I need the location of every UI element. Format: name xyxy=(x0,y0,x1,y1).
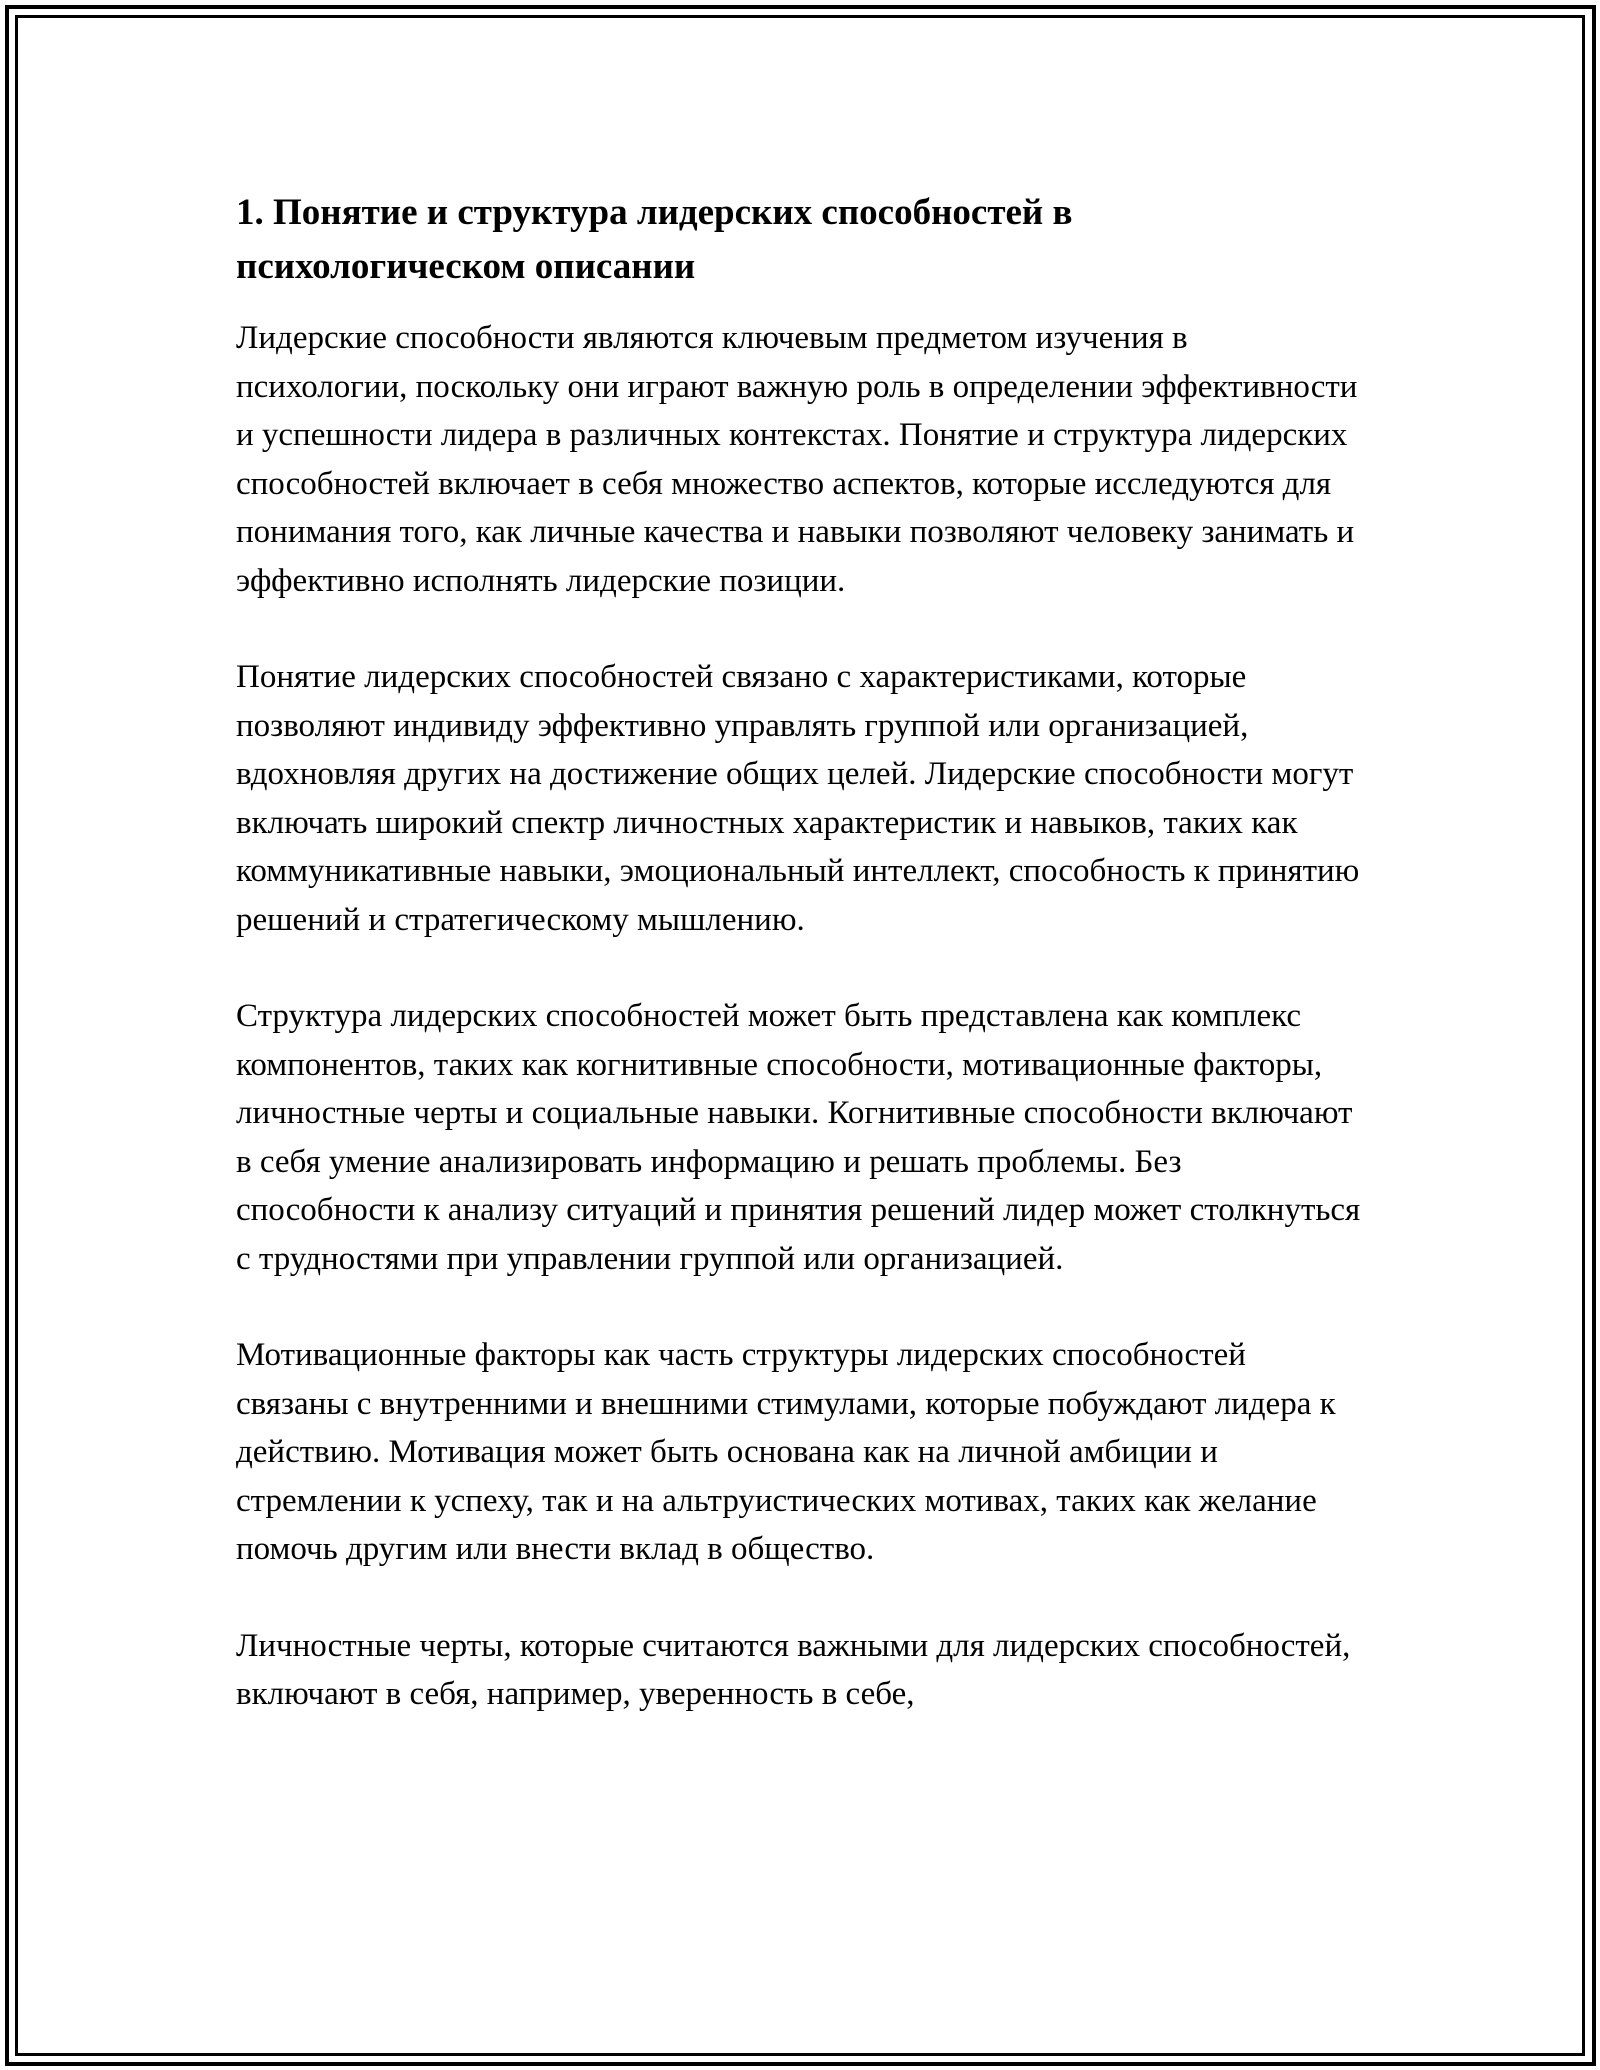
paragraph-motivational-factors: Мотивационные факторы как часть структуры лидерских способностей связаны с внутренними и внешними стимулами, которые побуждают лидера к действию. Мотивация может быть основана как на личной амбиции и стремлении к успеху, так и на альтруистических мотивах, таких как желание помочь другим или внести вклад в общество. xyxy=(236,1337,1336,1567)
document-body xyxy=(236,186,1366,1719)
paragraph-personality-traits: Личностные черты, которые считаются важными для лидерских способностей, включают в себя, например, уверенность в себе, xyxy=(236,1627,1351,1712)
paragraph-leadership-concept: Понятие лидерских способностей связано с характеристиками, которые позволяют индивиду эффективно управлять группой или организацией, вдохновляя других на достижение общих целей. Лидерские способности могут включать широкий спектр личностных характеристик и навыков, таких как коммуникативные навыки, эмоциональный интеллект, способность к принятию решений и стратегическому мышлению. xyxy=(236,659,1360,938)
section-heading: 1. Понятие и структура лидерских способностей в психологическом описании xyxy=(236,192,1073,287)
paragraph-leadership-abilities-intro: Лидерские способности являются ключевым предметом изучения в психологии, поскольку они играют важную роль в определении эффективности и успешности лидера в различных контекстах. Понятие и структура лидерских способностей включает в себя множество аспектов, которые исследуются для понимания того, как личные качества и навыки позволяют человеку занимать и эффективно исполнять лидерские позиции. xyxy=(236,320,1358,599)
paragraph-leadership-structure: Структура лидерских способностей может быть представлена как комплекс компонентов, таких как когнитивные способности, мотивационные факторы, личностные черты и социальные навыки. Когнитивные способности включают в себя умение анализировать информацию и решать проблемы. Без способности к анализу ситуаций и принятия решений лидер может столкнуться с трудностями при управлении группой или организацией. xyxy=(236,998,1361,1277)
